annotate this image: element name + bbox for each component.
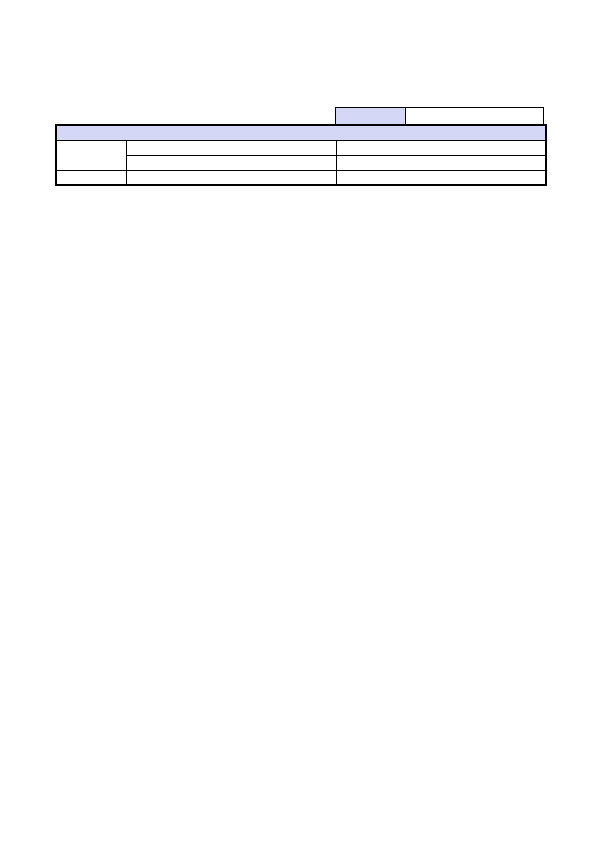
row-number [56,170,126,185]
owner-name-field[interactable] [336,140,546,155]
management-number-field[interactable] [406,108,543,124]
operator-name-label [126,155,336,170]
location-field[interactable] [336,170,546,185]
location-label [126,170,336,185]
row-number [56,140,126,170]
operator-name-field[interactable] [336,155,546,170]
owner-name-label [126,140,336,155]
basic-info-table [55,124,547,186]
management-number-label [336,108,406,124]
management-number [335,107,544,124]
basic-info-header [56,125,546,140]
